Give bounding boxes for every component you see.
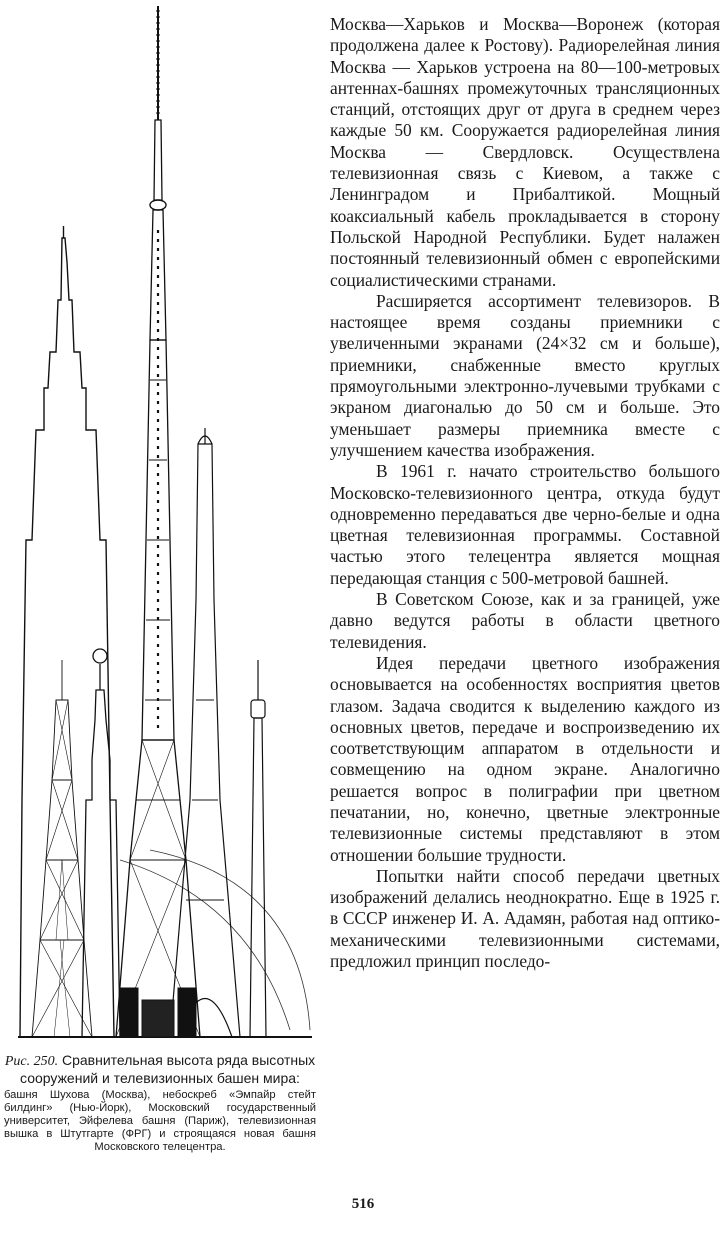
moscow-tv-tower: [116, 6, 200, 1037]
figure-label: Рис. 250.: [4, 1054, 59, 1069]
figure-description: башня Шухова (Москва), небоскреб «Эмпайр стейт билдинг» (Нью-Йорк), Московский государственный университет, Эйфелева башня (Париж), телевизионная вышка в Штутгарте (ФРГ) и строящаяся новая башня Московского телецентра.: [4, 1089, 316, 1153]
paragraph: В 1961 г. начато строительство большого Московско-телевизионного центра, откуда будут одновременно передаваться две черно-белые и одна цветная телевизионная программы. Составной частью этого телецентра является мощная передающая станция с 500-метровой башней.: [330, 461, 720, 588]
eiffel-tower: [170, 428, 240, 1037]
stuttgart-tv-tower: [250, 660, 266, 1037]
page-number: 516: [351, 1196, 375, 1212]
caption-main: [4, 1052, 316, 1087]
body-text-column: [330, 14, 720, 972]
figure-caption-text: Сравнительная высота ряда высотных сооружений и телевизионных башен мира:: [20, 1052, 316, 1086]
figure-caption: [4, 1052, 316, 1154]
paragraph: Идея передачи цветного изображения основывается на особенностях восприятия цветов глазом. Задача сводится к выделению каждого из основных цветов, передаче и воспроизведению их соответствующим аппаратом в отдельности и совмещению на одном экране. Аналогично решается вопрос в полиграфии при цветном печатании, но, конечно, цветные электронные телевизионные системы представляют в этом отношении большие трудности.: [330, 652, 720, 865]
paragraph: Попытки найти способ передачи цветных изображений делались неоднократно. Еще в 1925 г. в СССР инженер И. А. Адамян, работая над оптико-механическими телевизионными системами, предложил принцип последо-: [330, 865, 720, 972]
towers-comparison-figure: [0, 0, 320, 1070]
paragraph: Расширяется ассортимент телевизоров. В настоящее время созданы приемники с увеличенными экранами (24×32 см и больше), приемники, снабженные вместо круглых прямоугольными электронно-лучевыми трубками с экраном диагональю до 50 см и больше. Это уменьшает размеры приемника вместе с улучшением качества изображения.: [330, 290, 720, 460]
empire-state-building: [20, 226, 114, 1037]
paragraph: Москва—Харьков и Москва—Воронеж (которая продолжена далее к Ростову). Радиорелейная линия Москва — Харьков устроена на 80—100-метровых антеннах-башнях промежуточных трансляционных станций, отстоящих друг от друга в среднем через каждые 50 км. Сооружается радиорелейная линия Москва — Свердловск. Осуществлена телевизионная связь с Киевом, а также с Ленинградом и Прибалтикой. Мощный коаксиальный кабель прокладывается в сторону Польской Народной Республики. Будет налажен постоянный телевизионный обмен с европейскими социалистическими странами.: [330, 14, 720, 290]
paragraph: В Советском Союзе, как и за границей, уже давно ведутся работы в области цветного телевидения.: [330, 589, 720, 652]
moscow-state-university: [82, 649, 120, 1037]
